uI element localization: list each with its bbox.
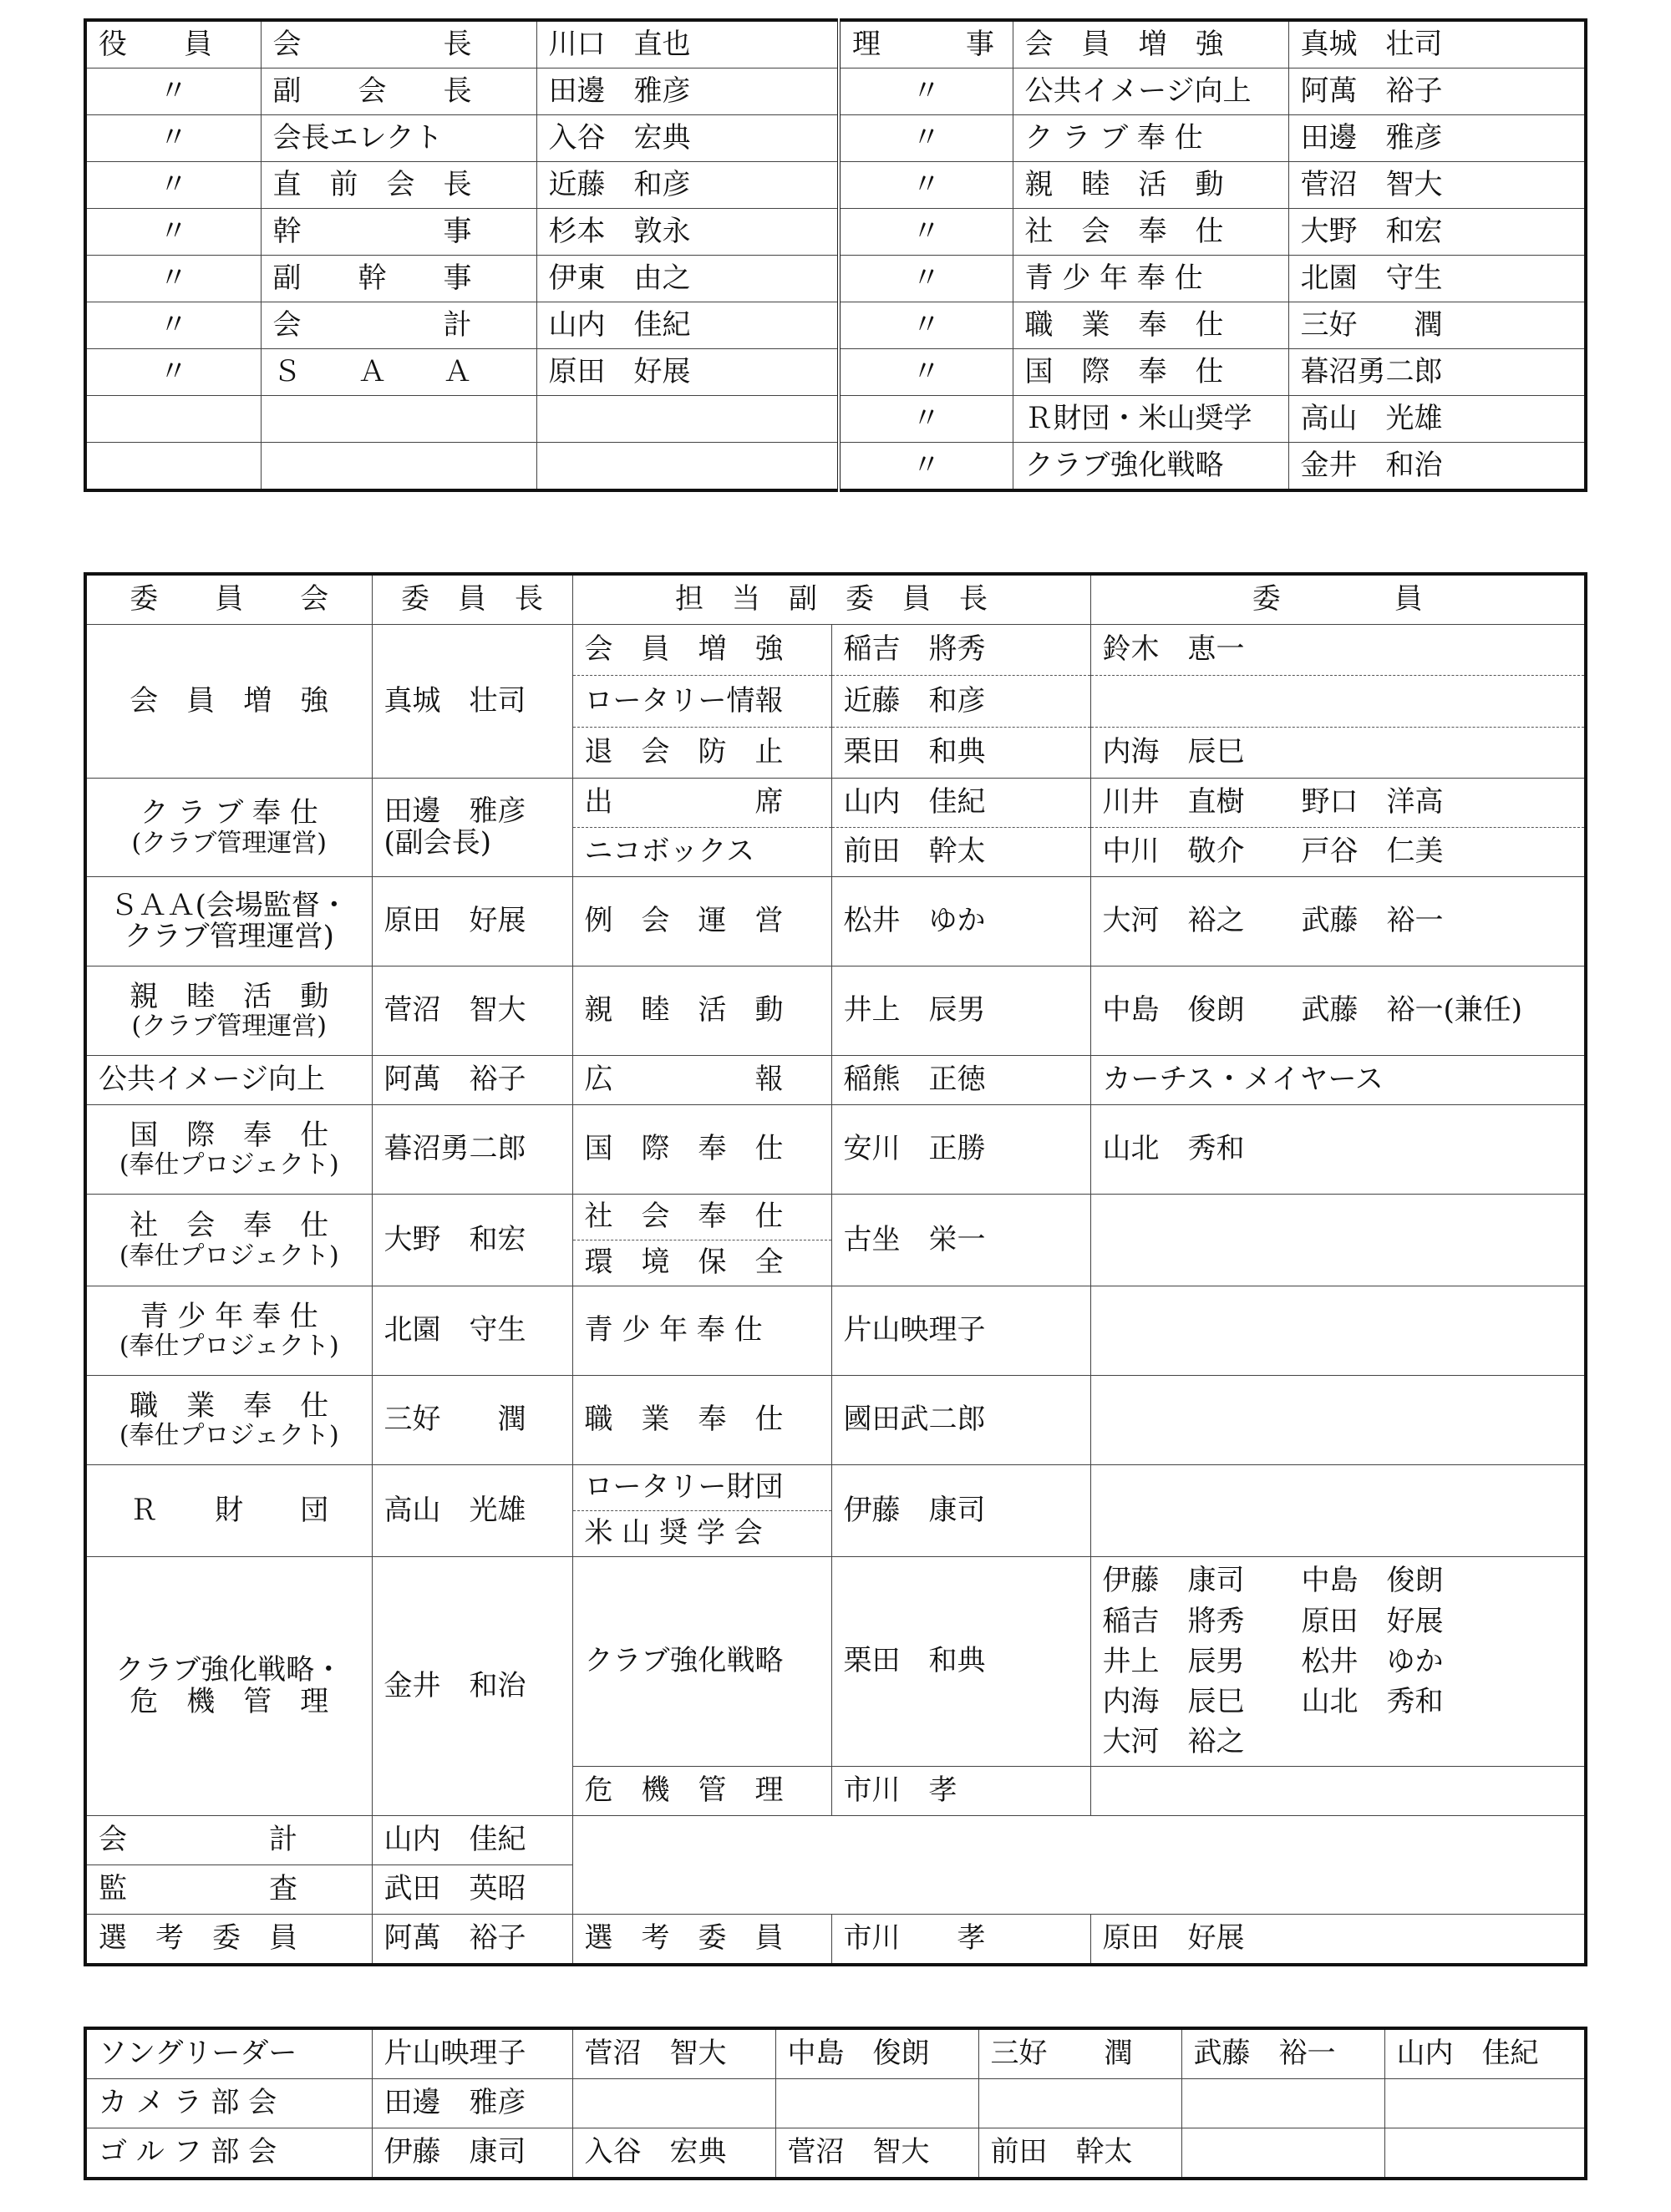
committee-name-main: 親 睦 活 動: [130, 979, 329, 1013]
director-position: 青 少 年 奉 仕: [1013, 256, 1288, 302]
club-row: [85, 2079, 1586, 2128]
officer-name: 原田 好展: [536, 349, 839, 396]
committee-area: 危 機 管 理: [572, 1767, 831, 1816]
committee-chair-sub: (副会長): [383, 825, 492, 860]
committee-blank: [572, 1816, 1586, 1915]
club-member: [1181, 2128, 1384, 2179]
committee-members: 川井 直樹 野口 洋高: [1090, 779, 1586, 828]
officer-name: 近藤 和彦: [536, 162, 839, 209]
committee-chair: 金井 和治: [372, 1557, 572, 1816]
committee-members: 鈴木 恵一: [1090, 625, 1586, 676]
officer-name: [536, 443, 839, 491]
director-name: 北園 守生: [1288, 256, 1586, 302]
committee-name: [85, 1376, 372, 1465]
committee-name-sub: (奉仕プロジェクト): [119, 1421, 339, 1451]
director-name: 田邊 雅彦: [1288, 115, 1586, 162]
officer-name: [536, 396, 839, 443]
officers-table: [84, 18, 1587, 492]
committee-name: [85, 1105, 372, 1195]
committee-members: [1090, 1286, 1586, 1376]
committee-name: [85, 966, 372, 1056]
committee-area: 米 山 奨 学 会: [572, 1511, 831, 1557]
officer-row: [85, 443, 1586, 491]
committee-members: 原田 好展: [1090, 1915, 1586, 1966]
director-position: 親 睦 活 動: [1013, 162, 1288, 209]
officer-role: [85, 443, 261, 491]
committee-vice: 國田武二郎: [831, 1376, 1090, 1465]
officer-row: [85, 162, 1586, 209]
officer-role: 役 員: [85, 20, 261, 68]
committee-chair: 菅沼 智大: [372, 966, 572, 1056]
club-name: ソングリーダー: [85, 2028, 372, 2079]
club-member: 山内 佳紀: [1384, 2028, 1586, 2079]
committee-name: [85, 877, 372, 966]
director-position: 職 業 奉 仕: [1013, 302, 1288, 349]
club-name: カ メ ラ 部 会: [85, 2079, 372, 2128]
officer-position: 会 長: [261, 20, 536, 68]
committee-area: ロータリー情報: [572, 676, 831, 727]
committee-name-sub: (奉仕プロジェクト): [119, 1240, 339, 1271]
committee-row: [85, 1557, 1586, 1767]
committee-row: [85, 1816, 1586, 1865]
header-members: 委 員: [1090, 574, 1586, 625]
committee-vice: 市川 孝: [831, 1915, 1090, 1966]
committee-name-main: ＳＡＡ(会場監督・: [109, 888, 348, 922]
committee-vice: 安川 正勝: [831, 1105, 1090, 1195]
committee-name-main: 国 際 奉 仕: [130, 1118, 329, 1152]
committee-row: [85, 1105, 1586, 1195]
committee-area: 会 員 増 強: [572, 625, 831, 676]
officer-position: Ｓ Ａ Ａ: [261, 349, 536, 396]
committee-row: [85, 877, 1586, 966]
officer-role: 〃: [85, 162, 261, 209]
officer-name: 田邊 雅彦: [536, 68, 839, 115]
committee-vice: 山内 佳紀: [831, 779, 1090, 828]
officer-name: 杉本 敦永: [536, 209, 839, 256]
club-member: [1384, 2079, 1586, 2128]
club-row: [85, 2128, 1586, 2179]
committee-area: 職 業 奉 仕: [572, 1376, 831, 1465]
club-member: [978, 2079, 1181, 2128]
committee-area: 国 際 奉 仕: [572, 1105, 831, 1195]
committee-area: ニコボックス: [572, 828, 831, 877]
officer-name: 伊東 由之: [536, 256, 839, 302]
committee-members: [1090, 1376, 1586, 1465]
committee-area: 広 報: [572, 1056, 831, 1105]
director-name: 暮沼勇二郎: [1288, 349, 1586, 396]
header-vice-chair: 担 当 副 委 員 長: [572, 574, 1090, 625]
committee-members: [1090, 1767, 1586, 1816]
officer-role: 〃: [85, 349, 261, 396]
officer-name: 山内 佳紀: [536, 302, 839, 349]
director-role: 〃: [839, 68, 1013, 115]
committee-chair: 原田 好展: [372, 877, 572, 966]
committee-name-main: 職 業 奉 仕: [130, 1388, 329, 1423]
committee-row: [85, 1915, 1586, 1966]
officer-row: [85, 115, 1586, 162]
committee-vice: 近藤 和彦: [831, 676, 1090, 727]
committee-vice: 片山映理子: [831, 1286, 1090, 1376]
committee-vice: 古坐 栄一: [831, 1195, 1090, 1286]
committee-name-sub: (クラブ管理運営): [131, 828, 327, 858]
committee-area: 退 会 防 止: [572, 727, 831, 778]
committee-name: [85, 779, 372, 877]
committee-chair: 三好 潤: [372, 1376, 572, 1465]
officer-position: 会 計: [261, 302, 536, 349]
committee-name-main: 社 会 奉 仕: [130, 1209, 329, 1243]
committees-table: [84, 572, 1587, 1966]
committee-chair: 武田 英昭: [372, 1865, 572, 1915]
committee-area: クラブ強化戦略: [572, 1557, 831, 1767]
committee-name: [85, 1557, 372, 1816]
header-committee: 委 員 会: [85, 574, 372, 625]
director-name: 三好 潤: [1288, 302, 1586, 349]
club-row: [85, 2028, 1586, 2079]
club-member: [1181, 2079, 1384, 2128]
committee-name-main: ク ラ ブ 奉 仕: [140, 796, 318, 830]
committee-name: [85, 1195, 372, 1286]
committee-row: [85, 779, 1586, 828]
committee-chair: 高山 光雄: [372, 1465, 572, 1557]
officer-position: 直 前 会 長: [261, 162, 536, 209]
club-leader: 伊藤 康司: [372, 2128, 572, 2179]
director-name: 菅沼 智大: [1288, 162, 1586, 209]
director-name: 金井 和治: [1288, 443, 1586, 491]
committee-area: 出 席: [572, 779, 831, 828]
committee-name-sub: (奉仕プロジェクト): [119, 1332, 339, 1362]
club-member: [572, 2079, 775, 2128]
director-role: 〃: [839, 115, 1013, 162]
committee-vice: 松井 ゆか: [831, 877, 1090, 966]
committee-name-sub: (クラブ管理運営): [131, 1012, 327, 1042]
committee-name: [85, 1286, 372, 1376]
committee-members: 大河 裕之 武藤 裕一: [1090, 877, 1586, 966]
committee-name-main: クラブ強化戦略・: [115, 1653, 343, 1687]
officer-position: 幹 事: [261, 209, 536, 256]
director-role: 〃: [839, 209, 1013, 256]
committee-members: [1090, 676, 1586, 727]
officer-row: [85, 256, 1586, 302]
club-name: ゴ ル フ 部 会: [85, 2128, 372, 2179]
officer-role: 〃: [85, 302, 261, 349]
club-member: [775, 2079, 978, 2128]
committee-chair: 阿萬 裕子: [372, 1915, 572, 1966]
club-member: 三好 潤: [978, 2028, 1181, 2079]
officer-position: 会長エレクト: [261, 115, 536, 162]
committee-name: 公共イメージ向上: [85, 1056, 372, 1105]
committee-chair: 北園 守生: [372, 1286, 572, 1376]
committee-chair: 阿萬 裕子: [372, 1056, 572, 1105]
officer-name: 川口 直也: [536, 20, 839, 68]
committee-row: [85, 625, 1586, 676]
committee-vice: 栗田 和典: [831, 727, 1090, 778]
committee-header-row: [85, 574, 1586, 625]
committee-members: [1090, 1465, 1586, 1557]
committee-row: [85, 1056, 1586, 1105]
officer-position: [261, 443, 536, 491]
committee-name-sub: クラブ管理運営): [124, 920, 334, 953]
officer-row: [85, 349, 1586, 396]
officer-position: [261, 396, 536, 443]
committee-chair: 大野 和宏: [372, 1195, 572, 1286]
director-role: 〃: [839, 443, 1013, 491]
committee-chair: [372, 779, 572, 877]
director-role: 〃: [839, 162, 1013, 209]
committee-name: 監 査: [85, 1865, 372, 1915]
committee-members: 中島 俊朗 武藤 裕一(兼任): [1090, 966, 1586, 1056]
officer-row: [85, 302, 1586, 349]
committee-vice: 栗田 和典: [831, 1557, 1090, 1767]
officer-row: [85, 20, 1586, 68]
director-position: 公共イメージ向上: [1013, 68, 1288, 115]
club-member: 武藤 裕一: [1181, 2028, 1384, 2079]
committee-name: 選 考 委 員: [85, 1915, 372, 1966]
committee-chair: 暮沼勇二郎: [372, 1105, 572, 1195]
committee-vice: 井上 辰男: [831, 966, 1090, 1056]
committee-name: 会 計: [85, 1816, 372, 1865]
committee-row: [85, 1376, 1586, 1465]
officer-row: [85, 396, 1586, 443]
club-leader: 片山映理子: [372, 2028, 572, 2079]
committee-area: ロータリー財団: [572, 1465, 831, 1511]
committee-members: カーチス・メイヤース: [1090, 1056, 1586, 1105]
committee-area: 例 会 運 営: [572, 877, 831, 966]
committee-members: 伊藤 康司 中島 俊朗 稲吉 將秀 原田 好展 井上 辰男 松井 ゆか 内海 辰巳 山北 秀和 大河 裕之: [1090, 1557, 1586, 1767]
director-role: 〃: [839, 349, 1013, 396]
officer-row: [85, 209, 1586, 256]
director-name: 大野 和宏: [1288, 209, 1586, 256]
committee-chair: 山内 佳紀: [372, 1816, 572, 1865]
officer-position: 副 会 長: [261, 68, 536, 115]
committee-area: 選 考 委 員: [572, 1915, 831, 1966]
director-position: クラブ強化戦略: [1013, 443, 1288, 491]
director-position: 会 員 増 強: [1013, 20, 1288, 68]
committee-name-main: 青 少 年 奉 仕: [140, 1299, 318, 1333]
committee-area: 環 境 保 全: [572, 1240, 831, 1286]
director-position: Ｒ財団・米山奨学: [1013, 396, 1288, 443]
committee-row: [85, 1286, 1586, 1376]
committee-area: 青 少 年 奉 仕: [572, 1286, 831, 1376]
committee-members: 山北 秀和: [1090, 1105, 1586, 1195]
committee-members: 中川 敬介 戸谷 仁美: [1090, 828, 1586, 877]
committee-vice: 稲熊 正徳: [831, 1056, 1090, 1105]
clubs-table: [84, 2027, 1587, 2180]
committee-vice: 伊藤 康司: [831, 1465, 1090, 1557]
officer-name: 入谷 宏典: [536, 115, 839, 162]
club-leader: 田邊 雅彦: [372, 2079, 572, 2128]
club-member: 菅沼 智大: [572, 2028, 775, 2079]
officer-position: 副 幹 事: [261, 256, 536, 302]
officer-role: 〃: [85, 256, 261, 302]
director-position: ク ラ ブ 奉 仕: [1013, 115, 1288, 162]
director-name: 高山 光雄: [1288, 396, 1586, 443]
officer-role: 〃: [85, 68, 261, 115]
officer-role: 〃: [85, 209, 261, 256]
committee-name: 会 員 増 強: [85, 625, 372, 779]
officer-role: [85, 396, 261, 443]
committee-chair: 真城 壮司: [372, 625, 572, 779]
committee-name-sub: 危 機 管 理: [130, 1684, 329, 1718]
committee-chair-main: 田邊 雅彦: [383, 794, 526, 829]
header-chair: 委 員 長: [372, 574, 572, 625]
committee-members: 内海 辰巳: [1090, 727, 1586, 778]
director-role: 〃: [839, 256, 1013, 302]
club-member: [1384, 2128, 1586, 2179]
club-member: 菅沼 智大: [775, 2128, 978, 2179]
committee-row: [85, 966, 1586, 1056]
director-role: 〃: [839, 396, 1013, 443]
director-position: 国 際 奉 仕: [1013, 349, 1288, 396]
committee-row: [85, 1465, 1586, 1511]
committee-vice: 稲吉 將秀: [831, 625, 1090, 676]
club-member: 中島 俊朗: [775, 2028, 978, 2079]
officer-row: [85, 68, 1586, 115]
committee-name-sub: (奉仕プロジェクト): [119, 1150, 339, 1180]
club-member: 前田 幹太: [978, 2128, 1181, 2179]
committee-vice: 市川 孝: [831, 1767, 1090, 1816]
committee-name: Ｒ 財 団: [85, 1465, 372, 1557]
director-name: 真城 壮司: [1288, 20, 1586, 68]
committee-row: [85, 1195, 1586, 1240]
committee-vice: 前田 幹太: [831, 828, 1090, 877]
committee-area: 社 会 奉 仕: [572, 1195, 831, 1240]
club-member: 入谷 宏典: [572, 2128, 775, 2179]
director-name: 阿萬 裕子: [1288, 68, 1586, 115]
committee-members: [1090, 1195, 1586, 1286]
officer-role: 〃: [85, 115, 261, 162]
committee-area: 親 睦 活 動: [572, 966, 831, 1056]
director-role: 〃: [839, 302, 1013, 349]
director-position: 社 会 奉 仕: [1013, 209, 1288, 256]
director-role: 理 事: [839, 20, 1013, 68]
